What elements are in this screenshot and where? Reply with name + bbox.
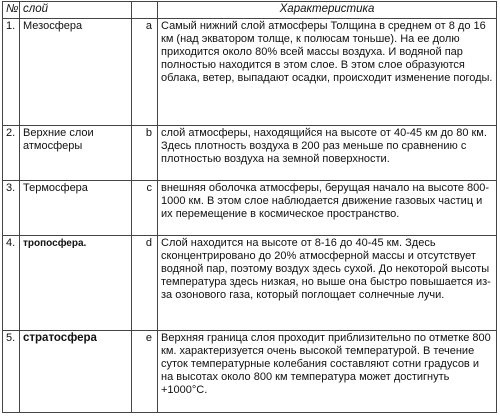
table-row bbox=[3, 181, 497, 236]
description-letter: c bbox=[132, 181, 158, 236]
header-letter bbox=[132, 2, 158, 19]
layer-description: Слой находится на высоте от 8-16 до 40-45 км. Здесь сконцентрировано до 20% атмосферной массы и отсутствует водяной пар, поэтому воздух здесь сухой. До некоторой высоты температура здесь низкая, но выше она быстро повышается из-за озонового газа, который поглощает солнечные лучи. bbox=[158, 236, 497, 331]
table-row bbox=[3, 236, 497, 331]
table-header-row bbox=[3, 2, 497, 19]
table-row bbox=[3, 331, 497, 413]
layer-description: слой атмосферы, находящийся на высоте от 40-45 км до 80 км. Здесь плотность воздуха в 200 раз меньше по сравнению с плотностью воздуха на земной поверхности. bbox=[158, 126, 497, 181]
layer-name: Верхние слои атмосферы bbox=[20, 126, 132, 181]
description-letter: d bbox=[132, 236, 158, 331]
table-row bbox=[3, 19, 497, 126]
header-layer: слой bbox=[20, 2, 132, 19]
row-number: 4. bbox=[3, 236, 20, 331]
description-letter: a bbox=[132, 19, 158, 126]
layer-name-text: тропосфера. bbox=[23, 238, 87, 249]
row-number: 1. bbox=[3, 19, 20, 126]
header-number: № bbox=[3, 2, 20, 19]
atmosphere-layers-table bbox=[2, 1, 497, 413]
description-letter: e bbox=[132, 331, 158, 413]
row-number: 2. bbox=[3, 126, 20, 181]
layer-description: Верхняя граница слоя проходит приблизительно по отметке 800 км. характеризуется очень высокой температурой. В течение суток температурные колебания составляют сотни градусов и на высотах около 800 км температура может достигнуть +1000°C. bbox=[158, 331, 497, 413]
row-number: 5. bbox=[3, 331, 20, 413]
layer-name: Термосфера bbox=[20, 181, 132, 236]
description-letter: b bbox=[132, 126, 158, 181]
layer-name-text: стратосфера bbox=[23, 332, 97, 344]
table-row bbox=[3, 126, 497, 181]
layer-description: Самый нижний слой атмосферы Толщина в среднем от 8 до 16 км (над экватором толще, к полюсам тоньше). На ее долю приходится около 80% всей массы воздуха. И водяной пар полностью находится в этом слое. В этом слое образуются облака, ветер, выпадают осадки, происходит изменение погоды. bbox=[158, 19, 497, 126]
layer-name bbox=[20, 236, 132, 331]
row-number: 3. bbox=[3, 181, 20, 236]
layer-name bbox=[20, 331, 132, 413]
layer-description: внешняя оболочка атмосферы, берущая начало на высоте 800-1000 км. В этом слое наблюдается движение газовых частиц и их перемещение в космическое пространство. bbox=[158, 181, 497, 236]
layer-name: Мезосфера bbox=[20, 19, 132, 126]
header-characteristic: Характеристика bbox=[158, 2, 497, 19]
